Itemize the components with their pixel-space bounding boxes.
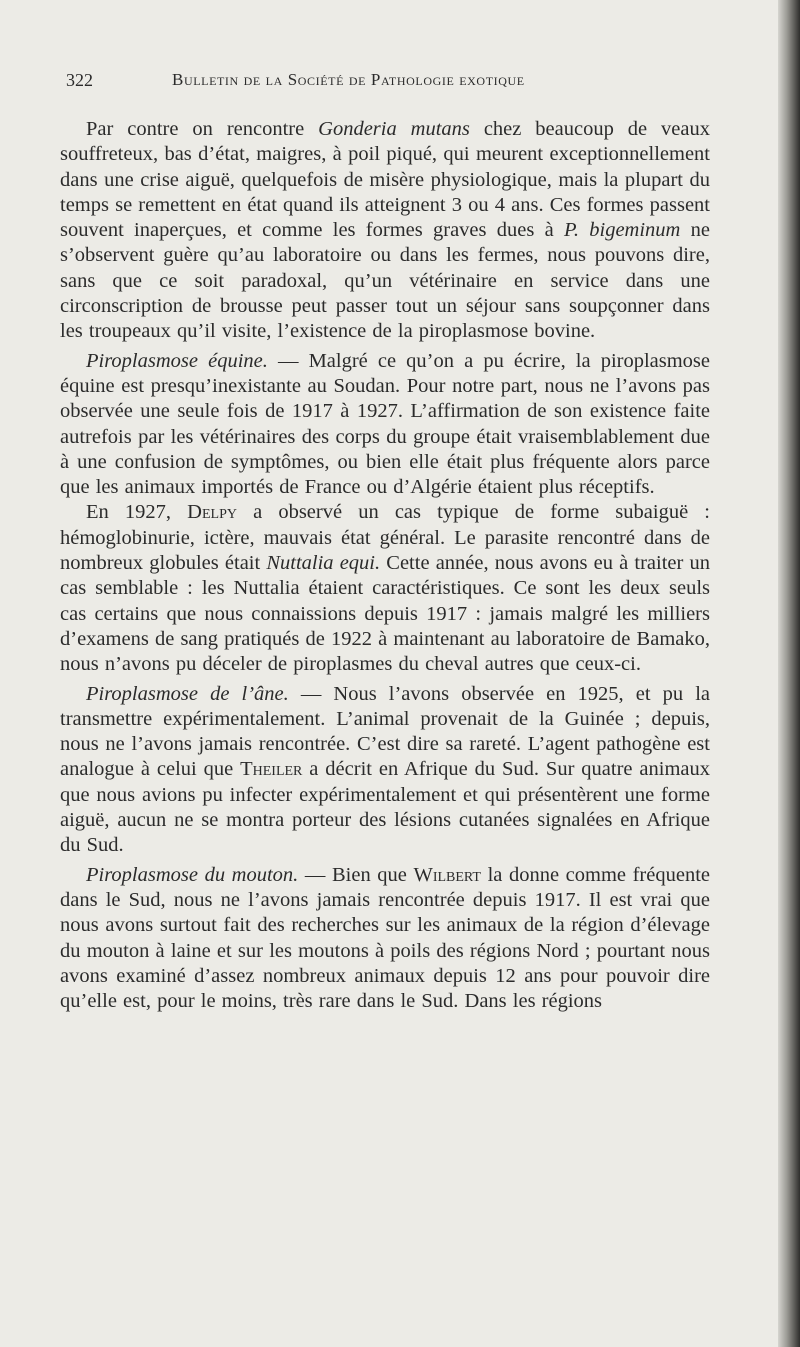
- author-name: Theiler: [240, 758, 303, 781]
- author-name: Wilbert: [413, 863, 481, 886]
- text-segment: Cette année, nous avons eu à traiter un cas semblable : les Nuttalia étaient caractéristiques. Ce sont les deux seuls cas certains que nous connaissions depuis 1917 : jamais malgré les milliers d’examens de sang pratiqués de 1922 à maintenant au laboratoire de Bamako, nous n’avons pu déceler de piroplasmes du cheval autres que ceux-ci.: [60, 552, 710, 676]
- text-segment: Par contre on rencontre: [86, 118, 319, 140]
- text-segment: — Malgré ce qu’on a pu écrire, la piroplasmose équine est presqu’inexistante au Soudan. Pour notre part, nous ne l’avons pas observée une seule fois de 1917 à 1927. L’affirmation de son existence faite autrefois par les vétérinaires des corps du groupe était vraisemblablement due à une confusion de symptômes, ou bien elle était plus fréquente alors parce que les animaux importés de France ou d’Algérie étaient plus réceptifs.: [60, 349, 711, 499]
- text-segment: En 1927,: [86, 501, 188, 524]
- species-name: Gonderia mutans: [318, 118, 470, 140]
- paragraph-bovine-conclusion: [60, 117, 710, 345]
- running-head: [60, 60, 710, 100]
- text-segment: — Bien que: [298, 863, 414, 886]
- text-segment: chez beaucoup de veaux souffreteux, bas d’état, maigres, à poil piqué, qui meurent exceptionnellement dans une crise aiguë, quelquefois de misère physiologique, mais la plupart du temps se remettent en état quand ils atteignent 3 ou 4 ans. Ces formes passent souvent inaperçues, et comme les formes graves dues à: [60, 118, 710, 242]
- species-name: Nuttalia equi.: [266, 552, 381, 575]
- species-name: P. bigeminum: [563, 219, 681, 242]
- paragraph-donkey: [60, 682, 710, 859]
- paragraph-equine: [60, 349, 710, 501]
- page-number: 322: [66, 70, 93, 90]
- section-heading: Piroplasmose du mouton.: [86, 863, 299, 886]
- journal-title: Bulletin de la Société de Pathologie exotique: [172, 70, 525, 89]
- section-heading: Piroplasmose de l’âne.: [86, 682, 289, 705]
- author-name: Delpy: [187, 501, 237, 524]
- section-heading: Piroplasmose équine.: [86, 349, 268, 372]
- text-segment: ne s’observent guère qu’au laboratoire ou dans les fermes, nous pouvons dire, sans que ce soit paradoxal, qu’un vétérinaire en service dans une circonscription de brousse peut passer tout un séjour sans soupçonner dans les troupeaux qu’il visite, l’existence de la piroplasmose bovine.: [60, 219, 710, 343]
- document-page: [60, 60, 710, 1014]
- text-segment: a décrit en Afrique du Sud. Sur quatre animaux que nous avions pu infecter expérimentalement et qui présentèrent une forme aiguë, aucun ne se montra porteur des lésions cutanées signalées en Afrique du Sud.: [60, 758, 710, 857]
- paragraph-equine-cases: [60, 500, 710, 677]
- paragraph-sheep: [60, 863, 710, 1015]
- page-edge-shadow: [778, 0, 800, 1347]
- text-segment: la donne comme fréquente dans le Sud, nous ne l’avons jamais rencontrée depuis 1917. Il est vrai que nous avons surtout fait des recherches sur les animaux de la région d’élevage du mouton à laine et sur les moutons à poils des régions Nord ; pourtant nous avons examiné d’assez nombreux animaux depuis 12 ans pour pouvoir dire qu’elle est, pour le moins, très rare dans le Sud. Dans les régions: [60, 863, 710, 1013]
- text-segment: — Nous l’avons observée en 1925, et pu la transmettre expérimentalement. L’animal provenait de la Guinée ; depuis, nous ne l’avons jamais rencontrée. C’est dire sa rareté. L’agent pathogène est analogue à celui que: [60, 682, 710, 781]
- text-segment: a observé un cas typique de forme subaiguë : hémoglobinurie, ictère, mauvais état général. Le parasite rencontré dans de nombreux globules était: [60, 501, 710, 575]
